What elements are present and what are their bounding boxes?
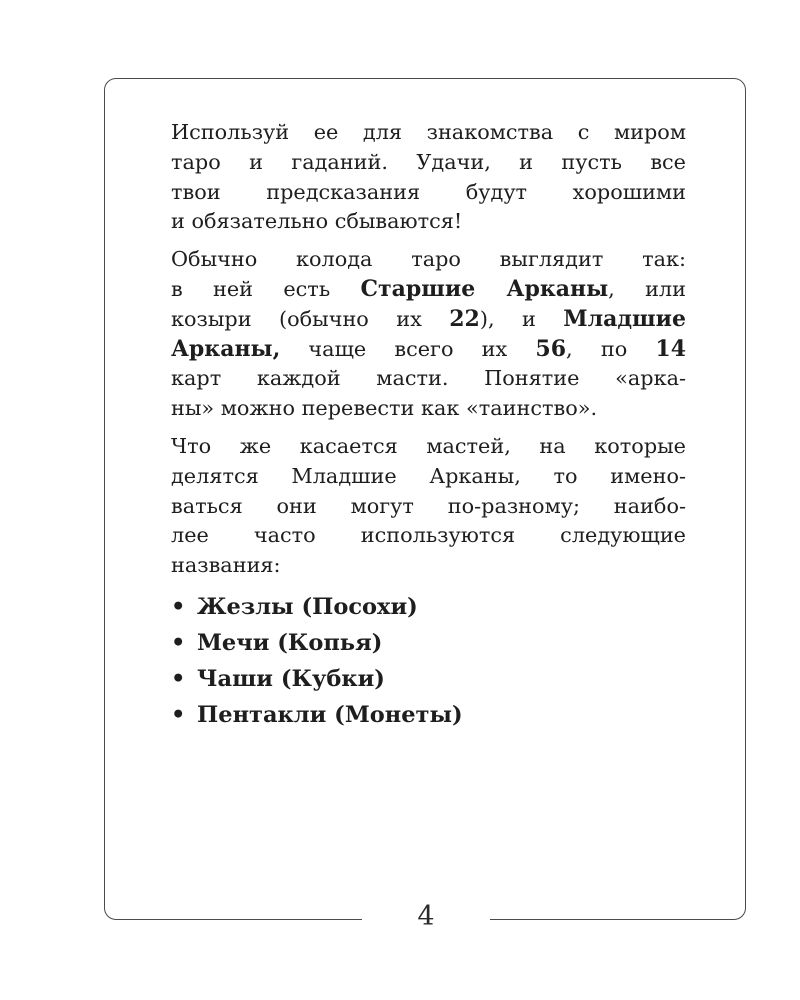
text-line: Что же касается мастей, на которые: [171, 433, 686, 458]
suits-list: [171, 589, 686, 733]
text-line: Обычно колода таро выглядит так:: [171, 247, 686, 272]
text-line: названия:: [171, 553, 281, 578]
major-arcana-term: Старшие Арканы: [360, 275, 609, 302]
major-arcana-count: 22: [449, 305, 480, 332]
list-item: [171, 697, 686, 733]
minor-arcana-term: Младшие: [563, 305, 686, 332]
suit-name: Мечи (Копья): [197, 629, 383, 656]
text-line: таро и гаданий. Удачи, и пусть все: [171, 149, 686, 174]
text-line: Используй ее для знакомства с миром: [171, 120, 686, 144]
suit-name: Чаши (Кубки): [197, 665, 385, 692]
text-line: [171, 335, 686, 365]
text-line: карт каждой масти. Понятие «арка-: [171, 366, 686, 391]
text-fragment: , по: [566, 336, 656, 361]
suit-name: Пентакли (Монеты): [197, 701, 463, 728]
text-line: [171, 305, 686, 335]
text-line: лее часто используются следующие: [171, 523, 686, 548]
minor-arcana-count: 56: [535, 335, 567, 362]
minor-arcana-term: Арканы,: [171, 335, 281, 362]
bullet-icon: •: [171, 665, 186, 692]
deck-description-paragraph: [171, 245, 686, 424]
text-line: ны» можно перевести как «таинство».: [171, 396, 598, 421]
list-item: [171, 589, 686, 625]
page-content: [171, 118, 686, 733]
list-item: [171, 625, 686, 661]
intro-paragraph: [171, 118, 686, 237]
text-fragment: ), и: [479, 306, 564, 331]
bullet-icon: •: [171, 593, 186, 620]
suit-name: Жезлы (Посохи): [197, 593, 418, 620]
suits-intro-paragraph: [171, 432, 686, 581]
text-line: ваться они могут по-разному; наибо-: [171, 493, 686, 518]
page-number: 4: [417, 901, 435, 932]
text-line: [171, 275, 686, 305]
cards-per-suit-count: 14: [655, 335, 687, 362]
text-fragment: в ней есть: [171, 276, 361, 301]
text-fragment: козыри (обычно их: [171, 306, 450, 331]
bullet-icon: •: [171, 701, 186, 728]
text-fragment: чаще всего их: [280, 336, 536, 361]
text-line: твои предсказания будут хорошими: [171, 179, 686, 204]
text-line: и обязательно сбываются!: [171, 209, 463, 234]
text-line: делятся Младшие Арканы, то имено-: [171, 463, 686, 488]
list-item: [171, 661, 686, 697]
text-fragment: , или: [608, 276, 687, 301]
bullet-icon: •: [171, 629, 186, 656]
